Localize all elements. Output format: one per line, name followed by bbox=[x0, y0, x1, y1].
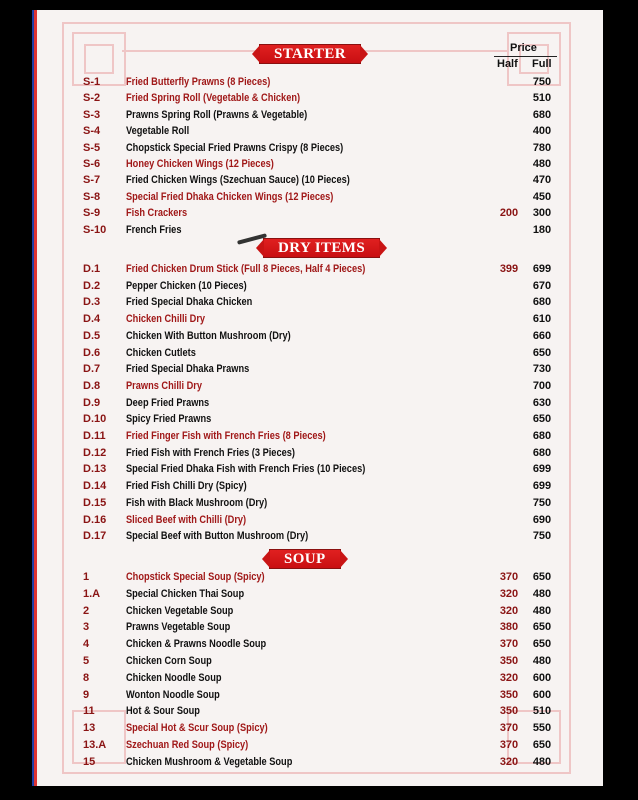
item-price-full: 680 bbox=[532, 430, 552, 442]
menu-item-row bbox=[32, 737, 603, 753]
item-price-full: 650 bbox=[532, 346, 552, 359]
menu-item-row bbox=[32, 687, 603, 703]
menu-item-row bbox=[32, 703, 603, 719]
item-name: Fried Chicken Drum Stick (Full 8 Pieces, Half 4 Pieces) bbox=[126, 263, 366, 275]
item-code: 1 bbox=[83, 571, 90, 583]
item-name: Pepper Chicken (10 Pieces) bbox=[126, 279, 247, 292]
item-price-full: 780 bbox=[532, 141, 552, 154]
item-code: 4 bbox=[83, 638, 90, 651]
item-price-full: 680 bbox=[532, 296, 552, 309]
item-code: S-3 bbox=[83, 108, 101, 121]
item-price-full: 650 bbox=[532, 621, 552, 634]
menu-item-row bbox=[32, 653, 603, 669]
item-price-full: 450 bbox=[532, 190, 552, 203]
item-price-half: 380 bbox=[499, 621, 519, 634]
item-name: Chicken Cutlets bbox=[126, 346, 196, 359]
item-price-half: 370 bbox=[499, 739, 519, 751]
menu-item-row bbox=[32, 395, 603, 411]
menu-page bbox=[32, 10, 603, 786]
item-name: Special Fried Dhaka Chicken Wings (12 Pieces) bbox=[126, 190, 334, 203]
item-code: D.2 bbox=[83, 279, 101, 292]
item-code: D.16 bbox=[83, 513, 107, 526]
section-title-starter: STARTER bbox=[260, 45, 360, 63]
item-name: Prawns Spring Roll (Prawns & Vegetable) bbox=[126, 108, 308, 121]
item-price-full: 480 bbox=[532, 158, 552, 170]
item-name: Fish with Black Mushroom (Dry) bbox=[126, 496, 268, 509]
item-price-full: 750 bbox=[532, 76, 552, 88]
item-code: D.11 bbox=[83, 430, 106, 442]
item-code: 8 bbox=[83, 671, 90, 684]
item-price-half: 320 bbox=[499, 671, 519, 684]
item-name: Chicken Mushroom & Vegetable Soup bbox=[126, 755, 293, 768]
item-name: Special Chicken Thai Soup bbox=[126, 587, 245, 600]
item-price-full: 699 bbox=[532, 463, 552, 476]
item-price-full: 600 bbox=[532, 671, 552, 684]
item-name: Fried Special Dhaka Prawns bbox=[126, 363, 250, 376]
fret-corner-tl-inner bbox=[84, 44, 114, 74]
menu-item-row bbox=[32, 278, 603, 294]
item-code: 11 bbox=[83, 705, 95, 718]
item-price-full: 300 bbox=[532, 207, 552, 220]
item-code: D.6 bbox=[83, 346, 101, 359]
item-code: D.4 bbox=[83, 313, 101, 326]
item-price-full: 550 bbox=[532, 722, 552, 735]
menu-item-row bbox=[32, 361, 603, 377]
item-price-full: 680 bbox=[532, 108, 552, 121]
item-code: D.5 bbox=[83, 329, 101, 342]
menu-item-row bbox=[32, 670, 603, 686]
half-label: Half bbox=[497, 58, 518, 70]
item-price-half: 370 bbox=[499, 571, 519, 583]
item-price-half: 350 bbox=[499, 688, 519, 701]
item-price-full: 510 bbox=[532, 705, 552, 718]
item-price-full: 180 bbox=[532, 223, 552, 236]
menu-item-row bbox=[32, 445, 603, 461]
item-code: D.7 bbox=[83, 363, 101, 376]
item-price-half: 399 bbox=[499, 263, 519, 275]
item-code: D.14 bbox=[83, 480, 107, 493]
item-name: Special Beef with Button Mushroom (Dry) bbox=[126, 530, 309, 543]
menu-item-row bbox=[32, 512, 603, 528]
menu-item-row bbox=[32, 189, 603, 205]
menu-item-row bbox=[32, 205, 603, 221]
item-price-full: 480 bbox=[532, 587, 552, 600]
menu-item-row bbox=[32, 461, 603, 477]
item-name: Vegetable Roll bbox=[126, 125, 190, 138]
item-code: 2 bbox=[83, 604, 90, 617]
menu-item-row bbox=[32, 328, 603, 344]
item-price-half: 350 bbox=[499, 705, 519, 718]
item-price-full: 650 bbox=[532, 571, 552, 583]
item-price-full: 680 bbox=[532, 446, 552, 459]
item-code: 1.A bbox=[83, 587, 101, 600]
item-name: Chicken Corn Soup bbox=[126, 655, 212, 667]
item-code: 13.A bbox=[83, 739, 107, 751]
menu-item-row bbox=[32, 619, 603, 635]
item-price-half: 320 bbox=[499, 755, 519, 768]
item-code: S-10 bbox=[83, 223, 107, 236]
item-code: S-9 bbox=[83, 207, 101, 220]
menu-item-row bbox=[32, 74, 603, 90]
item-code: D.12 bbox=[83, 446, 107, 459]
menu-item-row bbox=[32, 345, 603, 361]
item-name: Chicken Vegetable Soup bbox=[126, 604, 234, 617]
item-code: D.17 bbox=[83, 530, 107, 543]
item-code: 3 bbox=[83, 621, 90, 634]
menu-item-row bbox=[32, 123, 603, 139]
section-title-dry-items: DRY ITEMS bbox=[264, 239, 379, 257]
menu-item-row bbox=[32, 222, 603, 238]
item-name: Sliced Beef with Chilli (Dry) bbox=[126, 513, 247, 526]
full-label: Full bbox=[532, 58, 552, 70]
item-price-full: 700 bbox=[532, 379, 552, 392]
menu-item-row bbox=[32, 378, 603, 394]
menu-item-row bbox=[32, 569, 603, 585]
menu-item-row bbox=[32, 528, 603, 544]
item-code: 9 bbox=[83, 688, 90, 701]
item-name: Fried Special Dhaka Chicken bbox=[126, 296, 253, 309]
item-code: D.1 bbox=[83, 263, 101, 275]
item-price-full: 750 bbox=[532, 530, 552, 543]
item-name: Fried Chicken Wings (Szechuan Sauce) (10 Pieces) bbox=[126, 174, 350, 187]
item-price-full: 750 bbox=[532, 496, 552, 509]
item-name: Chicken Noodle Soup bbox=[126, 671, 222, 684]
menu-item-row bbox=[32, 411, 603, 427]
item-name: Fried Fish with French Fries (3 Pieces) bbox=[126, 446, 295, 459]
item-name: Chicken Chilli Dry bbox=[126, 313, 206, 326]
item-price-half: 320 bbox=[499, 604, 519, 617]
item-code: S-7 bbox=[83, 174, 101, 187]
menu-item-row bbox=[32, 754, 603, 770]
item-code: D.3 bbox=[83, 296, 101, 309]
item-name: Szechuan Red Soup (Spicy) bbox=[126, 739, 249, 751]
item-code: D.9 bbox=[83, 396, 101, 409]
item-name: Special Fried Dhaka Fish with French Fries (10 Pieces) bbox=[126, 463, 366, 476]
item-code: 13 bbox=[83, 722, 96, 735]
menu-item-row bbox=[32, 156, 603, 172]
item-price-full: 690 bbox=[532, 513, 552, 526]
item-code: D.8 bbox=[83, 379, 101, 392]
item-name: Fried Spring Roll (Vegetable & Chicken) bbox=[126, 92, 301, 105]
item-price-half: 370 bbox=[499, 722, 519, 735]
item-name: Prawns Vegetable Soup bbox=[126, 621, 231, 634]
item-price-full: 699 bbox=[532, 480, 552, 493]
item-name: Special Hot & Scur Soup (Spicy) bbox=[126, 722, 268, 735]
menu-item-row bbox=[32, 603, 603, 619]
section-title-soup: SOUP bbox=[270, 550, 340, 568]
item-name: Chicken With Button Mushroom (Dry) bbox=[126, 329, 291, 342]
item-code: S-4 bbox=[83, 125, 101, 138]
item-name: French Fries bbox=[126, 223, 182, 236]
item-price-half: 200 bbox=[499, 207, 519, 220]
menu-item-row bbox=[32, 586, 603, 602]
item-price-full: 480 bbox=[532, 755, 552, 768]
menu-item-row bbox=[32, 140, 603, 156]
menu-item-row bbox=[32, 478, 603, 494]
item-code: S-2 bbox=[83, 92, 101, 105]
item-price-full: 600 bbox=[532, 688, 552, 701]
item-price-full: 480 bbox=[532, 604, 552, 617]
item-name: Chopstick Special Fried Prawns Crispy (8 Pieces) bbox=[126, 141, 344, 154]
price-underline bbox=[494, 56, 557, 57]
item-code: S-1 bbox=[83, 76, 101, 88]
item-name: Wonton Noodle Soup bbox=[126, 688, 220, 701]
item-code: D.10 bbox=[83, 413, 107, 426]
price-label: Price bbox=[510, 42, 537, 54]
item-code: S-6 bbox=[83, 158, 101, 170]
menu-item-row bbox=[32, 261, 603, 277]
item-code: 5 bbox=[83, 655, 90, 667]
item-name: Deep Fried Prawns bbox=[126, 396, 210, 409]
menu-item-row bbox=[32, 107, 603, 123]
item-price-full: 400 bbox=[532, 125, 552, 138]
menu-item-row bbox=[32, 428, 603, 444]
item-name: Hot & Sour Soup bbox=[126, 705, 200, 718]
item-price-full: 699 bbox=[532, 263, 552, 275]
item-code: S-5 bbox=[83, 141, 101, 154]
item-name: Fried Finger Fish with French Fries (8 Pieces) bbox=[126, 430, 326, 442]
item-name: Honey Chicken Wings (12 Pieces) bbox=[126, 158, 274, 170]
item-code: 15 bbox=[83, 755, 96, 768]
item-code: S-8 bbox=[83, 190, 101, 203]
menu-item-row bbox=[32, 90, 603, 106]
item-price-full: 470 bbox=[532, 174, 552, 187]
item-price-full: 650 bbox=[532, 638, 552, 651]
item-name: Chopstick Special Soup (Spicy) bbox=[126, 571, 265, 583]
item-name: Spicy Fried Prawns bbox=[126, 413, 212, 426]
menu-item-row bbox=[32, 495, 603, 511]
item-name: Fried Fish Chilli Dry (Spicy) bbox=[126, 480, 247, 493]
item-name: Prawns Chilli Dry bbox=[126, 379, 203, 392]
item-price-full: 650 bbox=[532, 739, 552, 751]
item-price-full: 480 bbox=[532, 655, 552, 667]
item-price-half: 350 bbox=[499, 655, 519, 667]
item-price-half: 320 bbox=[499, 587, 519, 600]
item-code: D.15 bbox=[83, 496, 107, 509]
menu-item-row bbox=[32, 294, 603, 310]
item-price-full: 630 bbox=[532, 396, 552, 409]
item-price-full: 660 bbox=[532, 329, 552, 342]
menu-item-row bbox=[32, 720, 603, 736]
item-price-full: 650 bbox=[532, 413, 552, 426]
menu-item-row bbox=[32, 311, 603, 327]
item-name: Chicken & Prawns Noodle Soup bbox=[126, 638, 267, 651]
item-price-full: 510 bbox=[532, 92, 552, 105]
menu-item-row bbox=[32, 172, 603, 188]
item-name: Fried Butterfly Prawns (8 Pieces) bbox=[126, 76, 271, 88]
item-code: D.13 bbox=[83, 463, 107, 476]
item-price-full: 730 bbox=[532, 363, 552, 376]
item-price-full: 670 bbox=[532, 279, 552, 292]
item-price-half: 370 bbox=[499, 638, 519, 651]
menu-item-row bbox=[32, 636, 603, 652]
item-name: Fish Crackers bbox=[126, 207, 188, 220]
item-price-full: 610 bbox=[532, 313, 552, 326]
